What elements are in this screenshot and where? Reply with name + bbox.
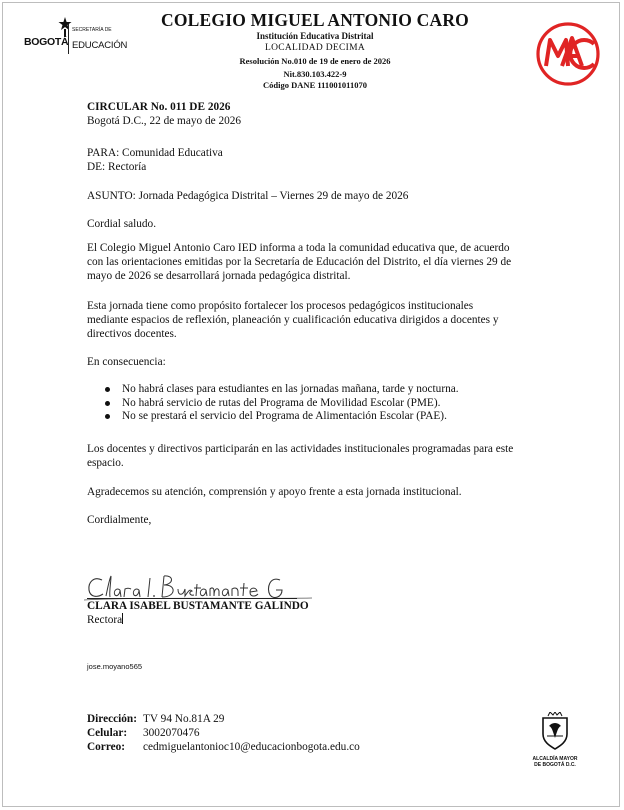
paragraph-1-line-2: con las orientaciones emitidas por la Secretaría de Educación del Distrito, el día viernes 29 de	[87, 256, 512, 268]
locality: LOCALIDAD DECIMA	[264, 43, 366, 53]
recipient: PARA: Comunidad Educativa	[87, 147, 223, 159]
bullet-icon	[105, 414, 110, 419]
signature-line	[87, 598, 297, 599]
bogota-coat-of-arms-icon	[540, 712, 570, 750]
nit: Nit.830.103.422-9	[283, 69, 347, 79]
consequence-list	[104, 383, 459, 424]
contact-email	[87, 741, 360, 754]
signer-name: CLARA ISABEL BUSTAMANTE GALINDO	[87, 600, 309, 612]
bogota-star-icon	[58, 16, 72, 38]
alcaldia-logo	[528, 712, 582, 768]
contact-address	[87, 713, 224, 726]
paragraph-3-line-1: Los docentes y directivos participarán en las actividades institucionales programadas para este	[87, 443, 514, 455]
bullet-icon	[105, 387, 110, 392]
phone-label: Celular:	[87, 727, 128, 739]
alcaldia-label: ALCALDÍA MAYOR DE BOGOTÁ D.C.	[532, 756, 578, 768]
email-label: Correo:	[87, 741, 126, 753]
typist-id: jose.moyano565	[87, 662, 143, 671]
circular-number: CIRCULAR No. 011 DE 2026	[87, 101, 231, 113]
address-label: Dirección:	[87, 713, 137, 725]
signer-role: Rectora	[87, 614, 123, 626]
list-item: No habrá clases para estudiantes en las jornadas mañana, tarde y nocturna.	[104, 383, 459, 397]
institution-type: Institución Educativa Distrital	[256, 31, 374, 41]
closing: Cordialmente,	[87, 514, 152, 526]
school-title: COLEGIO MIGUEL ANTONIO CARO	[161, 10, 469, 30]
subject: ASUNTO: Jornada Pedagógica Distrital – Viernes 29 de mayo de 2026	[87, 190, 409, 202]
greeting: Cordial saludo.	[87, 218, 157, 230]
bullet-icon	[105, 401, 110, 406]
list-item: No habrá servicio de rutas del Programa de Movilidad Escolar (PME).	[104, 397, 459, 411]
paragraph-2-line-3: directivos docentes.	[87, 328, 177, 340]
address-value: TV 94 No.81A 29	[143, 713, 225, 725]
email-value: cedmiguelantonioc10@educacionbogota.edu.co	[143, 741, 360, 753]
paragraph-1-line-1: El Colegio Miguel Antonio Caro IED informa a toda la comunidad educativa que, de acuerdo	[87, 242, 510, 254]
secretaria-label: SECRETARÍA DE	[72, 27, 112, 33]
bogota-secretaria-logo	[24, 16, 128, 58]
resolution: Resolución No.010 de 19 de enero de 2026	[239, 56, 391, 66]
paragraph-4: Agradecemos su atención, comprensión y apoyo frente a esta jornada institucional.	[87, 486, 462, 498]
mac-school-logo-icon	[536, 22, 600, 86]
phone-value: 3002070476	[143, 727, 200, 739]
place-date: Bogotá D.C., 22 de mayo de 2026	[87, 115, 242, 127]
bogota-wordmark: BOGOTÁ	[24, 36, 69, 48]
signer-role-wrapper	[87, 613, 123, 626]
logo-separator	[68, 24, 69, 54]
text-cursor	[122, 613, 123, 624]
sender: DE: Rectoría	[87, 161, 147, 173]
paragraph-3-line-2: espacio.	[87, 457, 124, 469]
educacion-label: EDUCACIÓN	[72, 40, 128, 51]
paragraph-2-line-2: mediante espacios de reflexión, planeación y cualificación educativa dirigidos a docentes y	[87, 314, 499, 326]
dane-code: Código DANE 111001011070	[263, 80, 367, 90]
list-item: No se prestará el servicio del Programa de Alimentación Escolar (PAE).	[104, 410, 459, 424]
contact-phone	[87, 727, 199, 740]
paragraph-1-line-3: mayo de 2026 se desarrollará jornada pedagógica distrital.	[87, 270, 351, 282]
consequence-label: En consecuencia:	[87, 356, 166, 368]
paragraph-2-line-1: Esta jornada tiene como propósito fortalecer los procesos pedagógicos institucionales	[87, 300, 474, 312]
